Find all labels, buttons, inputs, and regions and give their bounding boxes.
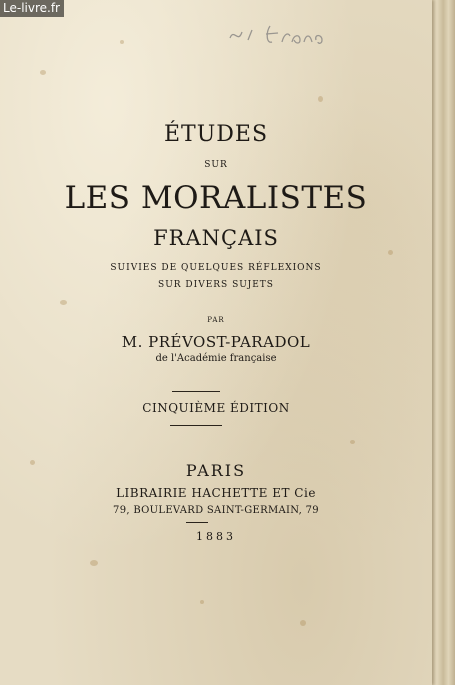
divider-top — [172, 391, 220, 392]
title-etudes: ÉTUDES — [163, 122, 269, 147]
foxing-spot — [350, 440, 355, 444]
page-edges — [429, 0, 455, 685]
author-name: M. PRÉVOST-PARADOL — [121, 333, 311, 351]
divider-bottom — [170, 425, 222, 426]
foxing-spot — [388, 250, 393, 255]
edition-label: CINQUIÈME ÉDITION — [142, 401, 290, 415]
foxing-spot — [90, 560, 98, 566]
divider-small — [186, 522, 208, 523]
title-francais: FRANÇAIS — [153, 226, 279, 250]
publisher-address: 79, BOULEVARD SAINT-GERMAIN, 79 — [113, 505, 319, 516]
pencil-inscription — [226, 18, 366, 50]
watermark: Le-livre.fr — [0, 0, 64, 17]
publisher-name: LIBRAIRIE HACHETTE ET Cie — [116, 486, 316, 500]
title-main: LES MORALISTES — [64, 180, 368, 216]
foxing-spot — [60, 300, 67, 305]
foxing-spot — [300, 620, 306, 626]
foxing-spot — [40, 70, 46, 75]
foxing-spot — [200, 600, 204, 604]
subtitle-line-1: SUIVIES DE QUELQUES RÉFLEXIONS — [110, 263, 322, 273]
foxing-spot — [120, 40, 124, 44]
subtitle-line-2: SUR DIVERS SUJETS — [158, 280, 274, 290]
publication-year: 1883 — [196, 530, 236, 543]
title-connector: SUR — [204, 160, 228, 170]
author-affiliation: de l'Académie française — [155, 353, 277, 364]
publication-city: PARIS — [185, 461, 247, 480]
by-label: PAR — [207, 316, 225, 324]
foxing-spot — [318, 96, 323, 102]
